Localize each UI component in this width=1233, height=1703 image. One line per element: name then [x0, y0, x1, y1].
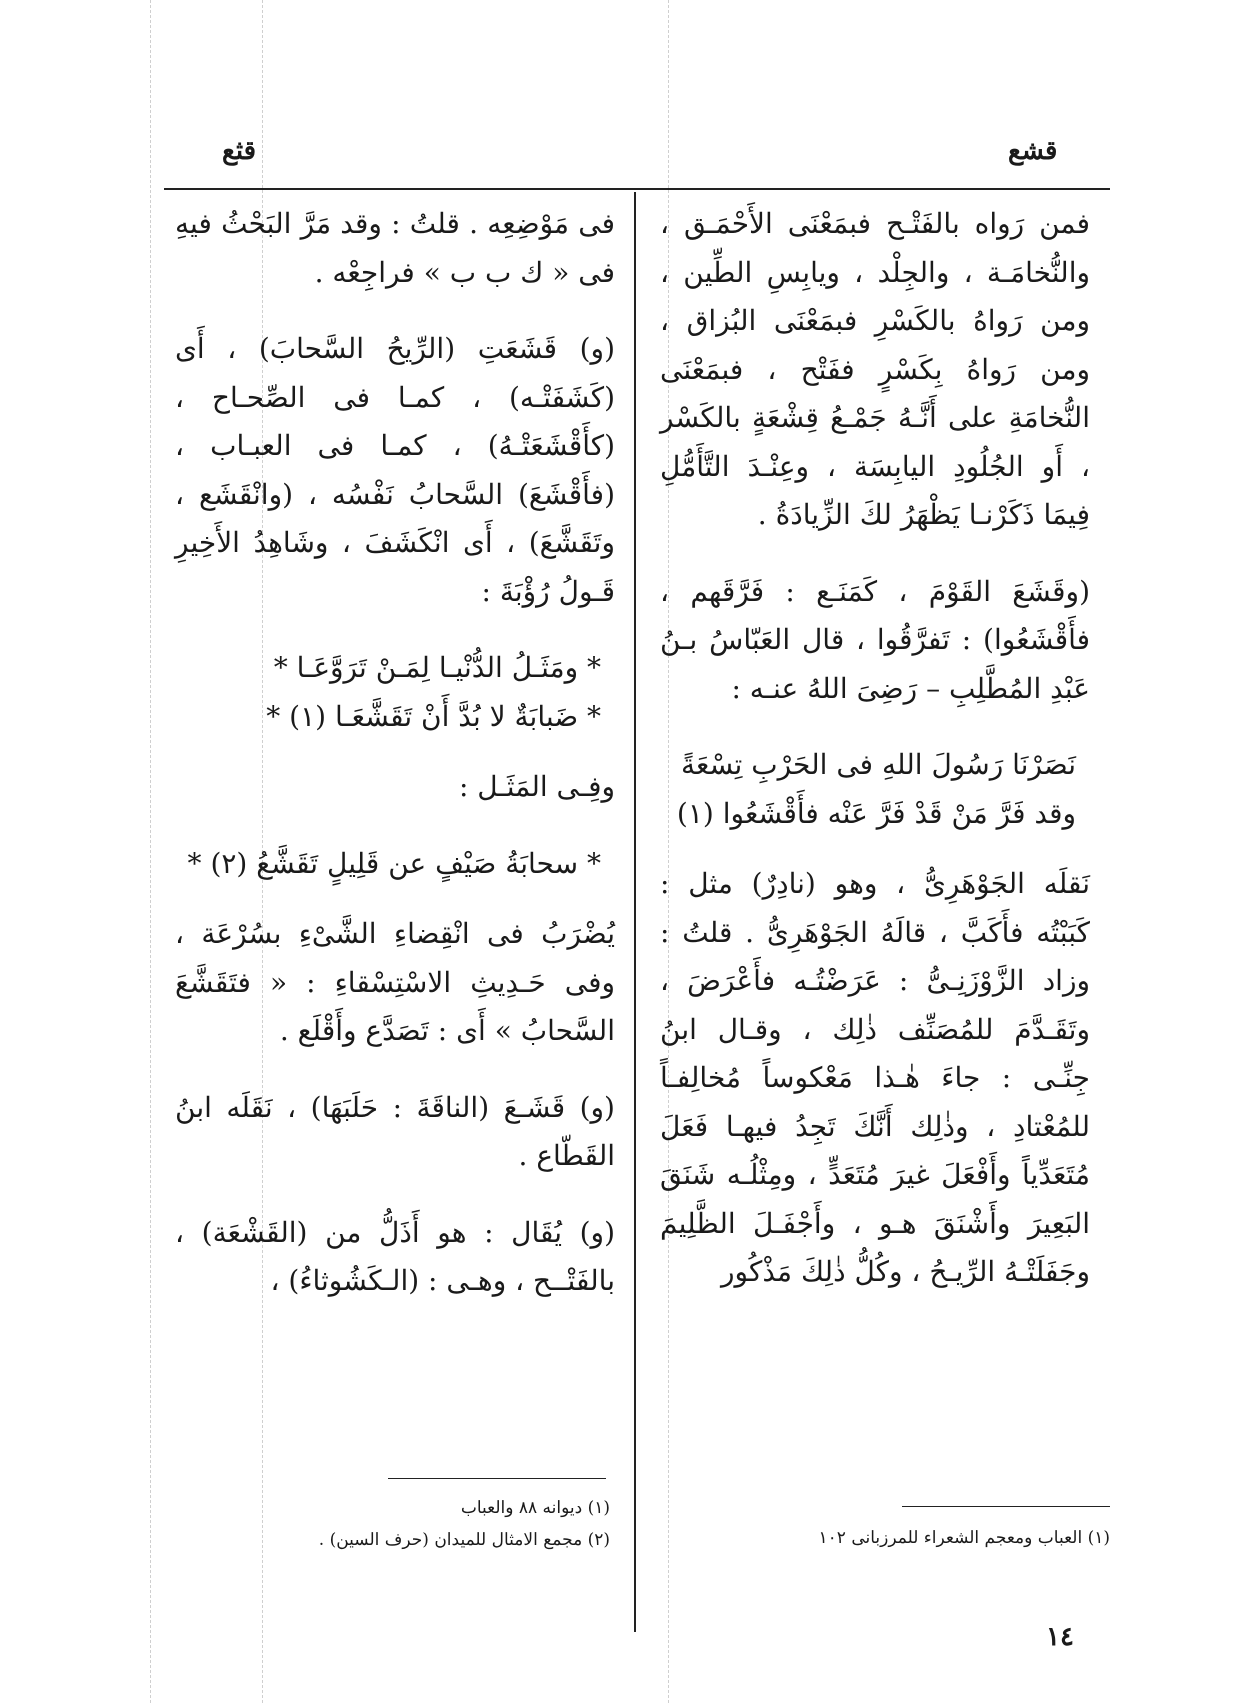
left-column [175, 200, 615, 1334]
verse-line: * ومَثَـلُ الدُّنْيـا لِمَـنْ تَرَوَّعَـا * [273, 651, 601, 684]
page-number: ١٤ [1046, 1622, 1074, 1652]
left-verse-2 [175, 840, 615, 889]
left-footnotes [300, 1492, 610, 1556]
left-footnote-rule [388, 1478, 606, 1479]
verse-line: وقد فَرَّ مَنْ قَدْ فَرَّ عَنْه فأَقْشَعُوا (١) [676, 796, 1076, 830]
right-verse [660, 741, 1090, 838]
left-paragraph-5: (و) قَشَـعَ (الناقَةَ : حَلَبَهَا) ، نَقَلَه ابنُ القَطّاع . [175, 1090, 615, 1172]
left-paragraph-6: (و) يُقَال : هو أَذَلُّ من (القَشْعَة) ، بالفَتْــح ، وهـى : (الـكَشُوثاءُ) ، [175, 1215, 615, 1297]
header-right-word: قشع [1008, 136, 1058, 166]
footnote: (١) ديوانه ٨٨ والعباب [460, 1498, 610, 1518]
left-paragraph-2: (و) قَشَعَتِ (الرِّيحُ السَّحابَ) ، أَى (كَشَفَتْـه) ، كمـا فى الصِّحـاح ، (كأَقْشَعَتْـهُ) ، كمـا فى العبـاب ، (فأَقْشَعَ) السَّحابُ نَفْسُه ، (وانْقَشَع ، وتَقَشَّعَ) ، أَى انْكَشَفَ ، وشَاهِدُ الأَخِيرِ قَـولُ رُؤْبَةَ : [175, 332, 615, 608]
footnote: (٢) مجمع الامثال للميدان (حرف السين) . [318, 1530, 610, 1550]
verse-line: * سحابَةُ صَيْفٍ عن قَلِيلٍ تَقَشَّعُ (٢) * [187, 846, 601, 880]
left-paragraph-3: وفِـى المَثَـل : [458, 770, 615, 803]
right-paragraph-3: نَقلَه الجَوْهَرِىُّ ، وهو (نادِرٌ) مثل : كَبَبْتُه فأَكَبَّ ، قالَهُ الجَوْهَرِىُّ . قلتُ : وزاد الزَّوْزَنِـىُّ : عَرَضْتُـه فأَعْرَضَ ، وتَقَـدَّمَ للمُصَنِّف ذٰلِك ، وقـال ابنُ جِنِّـى : جاءَ هٰـذا مَعْكوساً مُخالِفـاً للمُعْتادِ ، وذٰلِك أَنَّكَ تَجِدُ فيهـا فَعَلَ مُتَعَدِّياً وأَفْعَلَ غيرَ مُتَعَدٍّ ، ومِثْلُـه شَنَقَ البَعِيرَ وأَشْنَقَ هـو ، وأَجْفَـلَ الظَّلِيمَ وجَفَلَتْـهُ الرِّيـحُ ، وكُلُّ ذٰلِكَ مَذْكُور [660, 867, 1090, 1288]
right-footnotes [760, 1522, 1110, 1554]
scan-artifact-line [150, 0, 151, 1703]
column-divider [634, 192, 636, 1632]
verse-line: نَصَرْنَا رَسُولَ اللهِ فى الحَرْبِ تِسْعَةً [681, 748, 1076, 781]
left-paragraph-1: فى مَوْضِعِه . قلتُ : وقد مَرَّ البَحْثُ فيهِ فى « ك ب ب » فراجِعْه . [175, 207, 615, 289]
right-paragraph-2: (وقَشَعَ القَوْمَ ، كَمَنَـع : فَرَّقَهم ، فأَقْشَعُوا) : تَفرَّقُوا ، قال العَبّاسُ بـنُ عَبْدِ المُطَّلِبِ – رَضِىَ اللهُ عنـه : [660, 574, 1090, 705]
header-left-word: قثع [222, 136, 257, 166]
right-paragraph-1: فمن رَواه بالفَتْـح فبمَعْنَى الأَحْمَـق ، والنُّخامَـة ، والجِلْد ، ويابِسِ الطِّين ، ومن رَواهُ بالكَسْرِ فبمَعْنَى البُزاق ، ومن رَواهُ بِكَسْرٍ ففَتْح ، فبمَعْنَى النُّخامَةِ على أَنَّـهُ جَمْـعُ قِشْعَةٍ بالكَسْر ، أَو الجُلُودِ اليابِسَة ، وعِنْـدَ التَّأَمُّلِ فِيمَا ذَكَرْنـا يَظْهَرُ لكَ الزِّيادَةُ . [660, 207, 1090, 531]
footnote: (١) العباب ومعجم الشعراء للمرزبانى ١٠٢ [818, 1528, 1110, 1548]
right-footnote-rule [902, 1506, 1110, 1507]
verse-line: * ضَبابَةٌ لا بُدَّ أَنْ تَقَشَّعَـا (١) * [266, 699, 601, 733]
left-paragraph-4: يُضْرَبُ فى انْقِضاءِ الشَّىْءِ بسُرْعَة ، وفى حَـدِيثِ الاسْتِسْقاءِ : « فتَقَشَّعَ السَّحابُ » أَى : تَصَدَّع وأَقْلَع . [175, 917, 615, 1047]
right-column [660, 200, 1090, 1325]
header-rule [164, 188, 1110, 190]
left-verse-1 [175, 644, 615, 741]
